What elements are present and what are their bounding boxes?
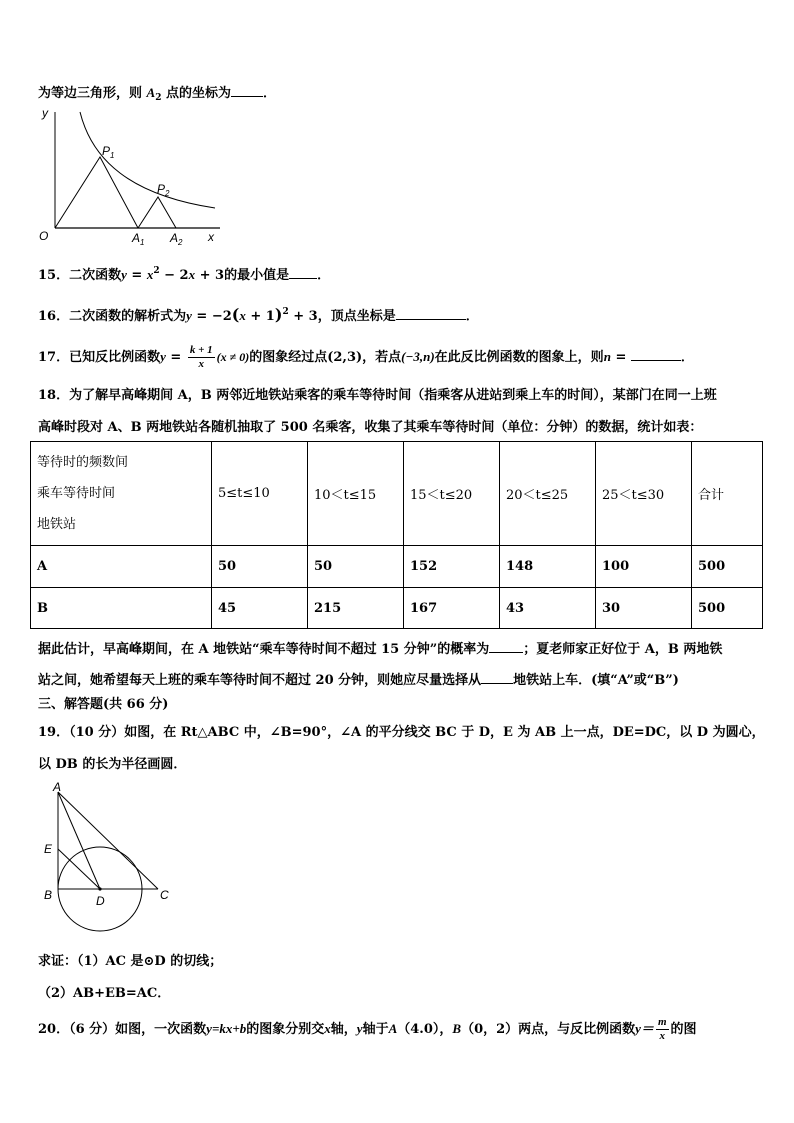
- q18-after-text: 站之间，她希望每天上班的乘车等待时间不超过 20 分钟，则她应尽量选择从: [38, 673, 482, 688]
- q15-y: y: [121, 267, 127, 282]
- q18-after-text: 地铁站上车．(填“A”或“B”): [513, 673, 679, 688]
- point-a-label: A: [53, 782, 62, 794]
- q15-end: ．: [317, 268, 331, 283]
- q15-rest-b: + 3: [195, 268, 225, 283]
- q19-line-1: 19．（10 分）如图，在 Rt△ABC 中，∠B=90°，∠A 的平分线交 BC 于 D，E 为 AB 上一点，DE=DC，以 D 为圆心，: [38, 725, 765, 740]
- answer-blank: [396, 307, 466, 320]
- table-row: [31, 546, 763, 588]
- q16-text: 二次函数的解析式为: [69, 309, 187, 324]
- column-header: 20＜t≤25: [500, 442, 596, 546]
- point-e-label: E: [44, 842, 53, 856]
- q19-proof-line: 求证：（1）AC 是⊙D 的切线；: [38, 954, 223, 969]
- q17-number: 17．: [38, 350, 70, 365]
- q16-exp: 2: [282, 307, 289, 317]
- q20-a-coord: （4.0），: [397, 1022, 453, 1037]
- table-header-label: [31, 442, 212, 546]
- q17-frac-den: x: [198, 358, 204, 370]
- q20-text: 的图象分别交: [246, 1022, 325, 1037]
- triangle-1: [55, 157, 138, 228]
- q19-part2-line: （2）AB+EB=AC．: [38, 986, 171, 1001]
- q15-text: 二次函数: [69, 268, 122, 283]
- q20-func1: y=kx+b: [206, 1021, 247, 1036]
- q16-number: 16．: [38, 309, 70, 324]
- q17-y: y: [160, 349, 166, 364]
- q20-x: x: [324, 1021, 331, 1036]
- column-header: 15＜t≤20: [404, 442, 500, 546]
- q20-y: y: [356, 1021, 363, 1036]
- origin-label: O: [39, 229, 49, 243]
- table-header-row: [31, 442, 763, 546]
- q15-post: 的最小值是: [224, 268, 290, 283]
- q20-yeq: y＝: [635, 1021, 654, 1036]
- q15-x2: x: [188, 267, 196, 282]
- q20-point-a: A: [388, 1021, 398, 1036]
- answer-blank: [231, 84, 263, 97]
- q17-cond: (x ≠ 0): [216, 350, 250, 364]
- q17-line: [38, 344, 694, 371]
- q15-exp: 2: [153, 266, 160, 276]
- q14-text-b: 点的坐标为: [161, 86, 231, 101]
- q20-b-coord: （0，2）两点，与反比例函数: [461, 1022, 636, 1037]
- p2-label: $P_2$: [157, 182, 170, 198]
- q20-frac-num: m: [657, 1016, 667, 1028]
- q14-text: 为等边三角形，则: [38, 86, 147, 101]
- q17-frac-num: k + 1: [189, 344, 213, 356]
- q15-eq: =: [126, 268, 147, 283]
- point-d-label: D: [96, 894, 105, 908]
- header-label-line: 等待时的频数间: [37, 455, 129, 470]
- q20-text: 的图: [670, 1022, 697, 1037]
- q16-plus1: + 1: [245, 309, 275, 324]
- q15-x: x: [146, 267, 154, 282]
- answer-blank: [289, 266, 317, 279]
- center-dot: [98, 887, 101, 890]
- q17-end: ．: [680, 350, 694, 365]
- q17-eq: =: [165, 350, 186, 365]
- table-cell: 50: [212, 546, 308, 588]
- a1-label: $A_1$: [132, 231, 145, 247]
- q16-x: x: [239, 308, 246, 323]
- q16-eq: = −2: [191, 309, 232, 324]
- point-c-label: C: [160, 888, 169, 902]
- station-cell: B: [31, 588, 212, 629]
- table-cell: 30: [596, 588, 692, 629]
- q18-after-line-2: [38, 669, 679, 688]
- q17-point1: (2,3): [327, 350, 363, 365]
- table-cell: 152: [404, 546, 500, 588]
- q14-figure: [30, 100, 230, 250]
- hyperbola-curve: [80, 112, 215, 208]
- q14-end: ．: [263, 86, 277, 101]
- q20-line: [38, 1016, 697, 1043]
- q17-mid2: ，若点: [362, 350, 402, 365]
- q18-after-text: ；夏老师家正好位于 A，B 两地铁: [523, 642, 723, 657]
- column-header: 10＜t≤15: [308, 442, 404, 546]
- q19-figure: [38, 782, 188, 942]
- q18-line-2: 高峰时段对 A、B 两地铁站各随机抽取了 500 名乘客，收集了其乘车等待时间（单位：分钟）的数据，统计如表：: [38, 420, 703, 435]
- answer-blank: [489, 640, 523, 653]
- table-cell: 215: [308, 588, 404, 629]
- q15-rest-a: − 2: [159, 268, 189, 283]
- table-cell: 43: [500, 588, 596, 629]
- waiting-time-table: [30, 441, 763, 629]
- q17-text: 已知反比例函数: [69, 350, 161, 365]
- answer-blank: [631, 348, 681, 361]
- table-cell: 148: [500, 546, 596, 588]
- column-header: 5≤t≤10: [212, 442, 308, 546]
- header-label-line: 乘车等待时间: [37, 486, 116, 501]
- table-cell: 100: [596, 546, 692, 588]
- q16-end: ．: [465, 309, 479, 324]
- table-cell: 500: [692, 546, 763, 588]
- q16-line: [38, 305, 479, 324]
- q16-plus3: + 3: [288, 309, 318, 324]
- q20-fraction: [656, 1016, 669, 1043]
- header-label-line: 地铁站: [37, 517, 77, 532]
- column-header: 合计: [692, 442, 763, 546]
- point-b-label: B: [44, 888, 53, 902]
- q15-number: 15．: [38, 268, 70, 283]
- table-row: [31, 588, 763, 629]
- q19-line-2: 以 DB 的长为半径画圆．: [38, 757, 187, 772]
- triangle-2: [138, 197, 176, 228]
- q17-fraction: [188, 344, 215, 371]
- q20-text: 轴于: [362, 1022, 389, 1037]
- axis-y-label: y: [42, 106, 48, 120]
- q18-after-line-1: [38, 638, 722, 657]
- a2-label: $A_2$: [170, 231, 183, 247]
- table-cell: 500: [692, 588, 763, 629]
- q16-y: y: [186, 308, 192, 323]
- q18-after-text: 据此估计，早高峰期间，在 A 地铁站“乘车等待时间不超过 15 分钟”的概率为: [38, 642, 490, 657]
- q17-mid3: 在此反比例函数的图象上，则: [434, 350, 604, 365]
- column-header: 25＜t≤30: [596, 442, 692, 546]
- q14-tail-line: [38, 82, 276, 101]
- table-cell: 167: [404, 588, 500, 629]
- q15-line: [38, 264, 330, 283]
- q20-frac-den: x: [659, 1030, 665, 1042]
- q20-text: 20．（6 分）如图，一次函数: [38, 1022, 207, 1037]
- q16-rp: ): [274, 305, 283, 324]
- section-heading: 三、解答题(共 66 分): [38, 697, 169, 712]
- p1-label: $P_1$: [102, 144, 115, 160]
- q20-text: 轴，: [330, 1022, 357, 1037]
- axis-x-label: x: [208, 230, 214, 244]
- answer-blank: [481, 671, 513, 684]
- q14-a2-label: A: [146, 85, 156, 100]
- q14-a2-sub: 2: [155, 93, 162, 103]
- q20-point-b: B: [452, 1021, 462, 1036]
- table-cell: 45: [212, 588, 308, 629]
- q17-point2: (−3,n): [401, 349, 435, 364]
- q18-line-1: 18．为了解早高峰期间 A，B 两邻近地铁站乘客的乘车等待时间（指乘客从进站到乘上车的时间），某部门在同一上班: [38, 388, 717, 403]
- q16-lp: (: [231, 305, 240, 324]
- q17-mid1: 的图象经过点: [249, 350, 328, 365]
- station-cell: A: [31, 546, 212, 588]
- table-cell: 50: [308, 546, 404, 588]
- q16-post: ，顶点坐标是: [317, 309, 396, 324]
- q17-eq2: =: [610, 350, 631, 365]
- q17-n: n: [603, 349, 611, 364]
